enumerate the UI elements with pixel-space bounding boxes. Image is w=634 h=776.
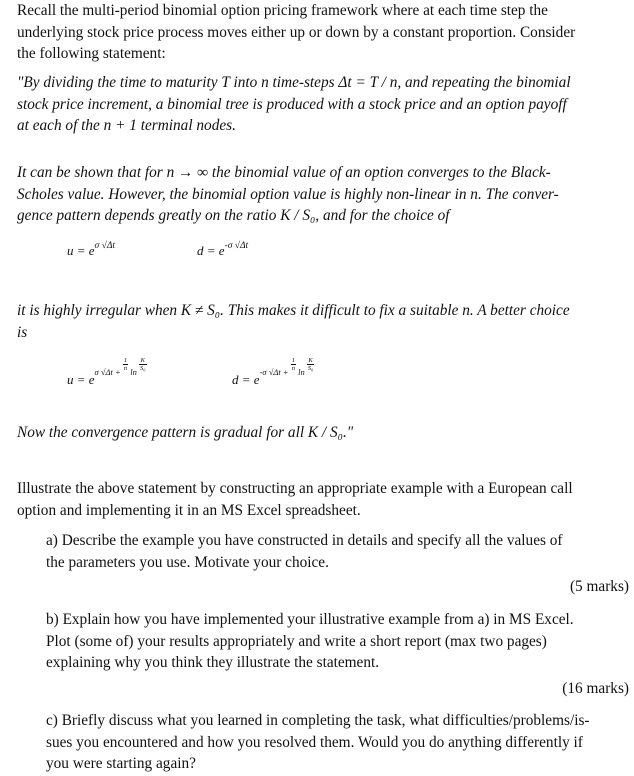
part-a-line-1: a) Describe the example you have constructed in details and specify all the values of — [46, 532, 563, 549]
formula-d-simple — [197, 243, 248, 259]
quote-paragraph-3 — [17, 300, 629, 343]
quote3-line-2: is — [17, 323, 28, 341]
quote4-line-1: Now the convergence pattern is gradual for all K / S₀." — [17, 424, 354, 441]
quote1-line-3: at each of the n + 1 terminal nodes. — [17, 117, 236, 134]
fraction-k-over-s0-d — [307, 357, 315, 372]
quote-paragraph-4 — [17, 422, 629, 444]
ln-label: ln — [128, 367, 139, 377]
formula2-u-lhs: u = e — [67, 372, 95, 387]
intro-line-2: underlying stock price process moves either up or down by a constant proportion. Consider — [17, 23, 576, 41]
quote-paragraph-1 — [17, 72, 629, 137]
quote3-line-1: it is highly irregular when K ≠ S₀. This makes it difficult to fix a suitable n. A better choice — [17, 302, 570, 319]
quote1-line-1: "By dividing the time to maturity T into n time-steps Δt = T / n, and repeating the binomial — [17, 74, 571, 91]
part-b-line-3: explaining why you think they illustrate the statement. — [46, 654, 380, 671]
fraction-one-over-n-d — [291, 357, 296, 372]
part-a-marks: (5 marks) — [569, 578, 629, 595]
part-c — [46, 710, 629, 775]
quote2-line-3: gence pattern depends greatly on the ratio K / S₀, and for the choice of — [17, 207, 450, 224]
task-paragraph — [17, 478, 629, 521]
part-c-line-1: c) Briefly discuss what you learned in completing the task, what difficulties/problems/is- — [46, 712, 590, 729]
formula-d-lhs: d = e — [197, 243, 225, 258]
frac-den-s0: S₀ — [140, 364, 146, 372]
frac-num-d: 1 — [291, 356, 295, 364]
formula-d-improved — [232, 356, 314, 390]
frac-num: 1 — [123, 356, 128, 364]
frac-den: n — [123, 364, 128, 372]
fraction-k-over-s0 — [139, 357, 147, 372]
frac-den-s0-d: S₀ — [307, 364, 314, 372]
quote-paragraph-2 — [17, 162, 629, 227]
task-line-1: Illustrate the above statement by constructing an appropriate example with a European call — [17, 480, 573, 497]
intro-line-3: the following statement: — [17, 45, 166, 62]
quote2-line-2: Scholes value. However, the binomial option value is highly non-linear in n. The conver- — [17, 185, 559, 203]
part-b-line-1: b) Explain how you have implemented your illustrative example from a) in MS Excel. — [46, 611, 574, 628]
part-b-line-2: Plot (some of) your results appropriately and write a short report (max two pages) — [46, 632, 547, 650]
part-b-marks: (16 marks) — [562, 680, 629, 697]
formula-d-exponent: -σ √Δt — [224, 241, 249, 251]
formula2-d-lhs: d = e — [232, 372, 260, 387]
frac-den-d: n — [291, 364, 295, 372]
part-a-line-2: the parameters you use. Motivate your choice. — [46, 553, 329, 571]
part-b — [46, 609, 629, 674]
task-line-2: option and implementing it in an MS Excel spreadsheet. — [17, 501, 361, 519]
fraction-one-over-n — [123, 357, 128, 372]
part-a — [46, 530, 629, 573]
formula-u-simple — [67, 243, 115, 259]
frac-num-k: K — [140, 356, 145, 364]
intro-line-1: Recall the multi-period binomial option pricing framework where at each time step the — [17, 2, 548, 19]
part-c-line-2: sues you encountered and how you resolved them. Would you do anything differently if — [46, 733, 583, 751]
formula-u-exponent: σ √Δt — [94, 241, 116, 251]
quote2-line-1: It can be shown that for n → ∞ the binomial value of an option converges to the Black- — [17, 164, 551, 181]
quote1-line-2: stock price increment, a binomial tree is produced with a stock price and an option payoff — [17, 95, 567, 113]
ln-label-d: ln — [295, 367, 307, 377]
formula2-d-exponent: -σ √Δt + — [259, 367, 291, 377]
formula-u-lhs: u = e — [67, 243, 95, 258]
formula2-u-exponent: σ √Δt + — [94, 367, 123, 377]
intro-paragraph — [17, 0, 629, 65]
formula-u-improved — [67, 356, 147, 390]
part-c-line-3: you were starting again? — [46, 755, 196, 772]
frac-num-k-d: K — [308, 356, 313, 364]
